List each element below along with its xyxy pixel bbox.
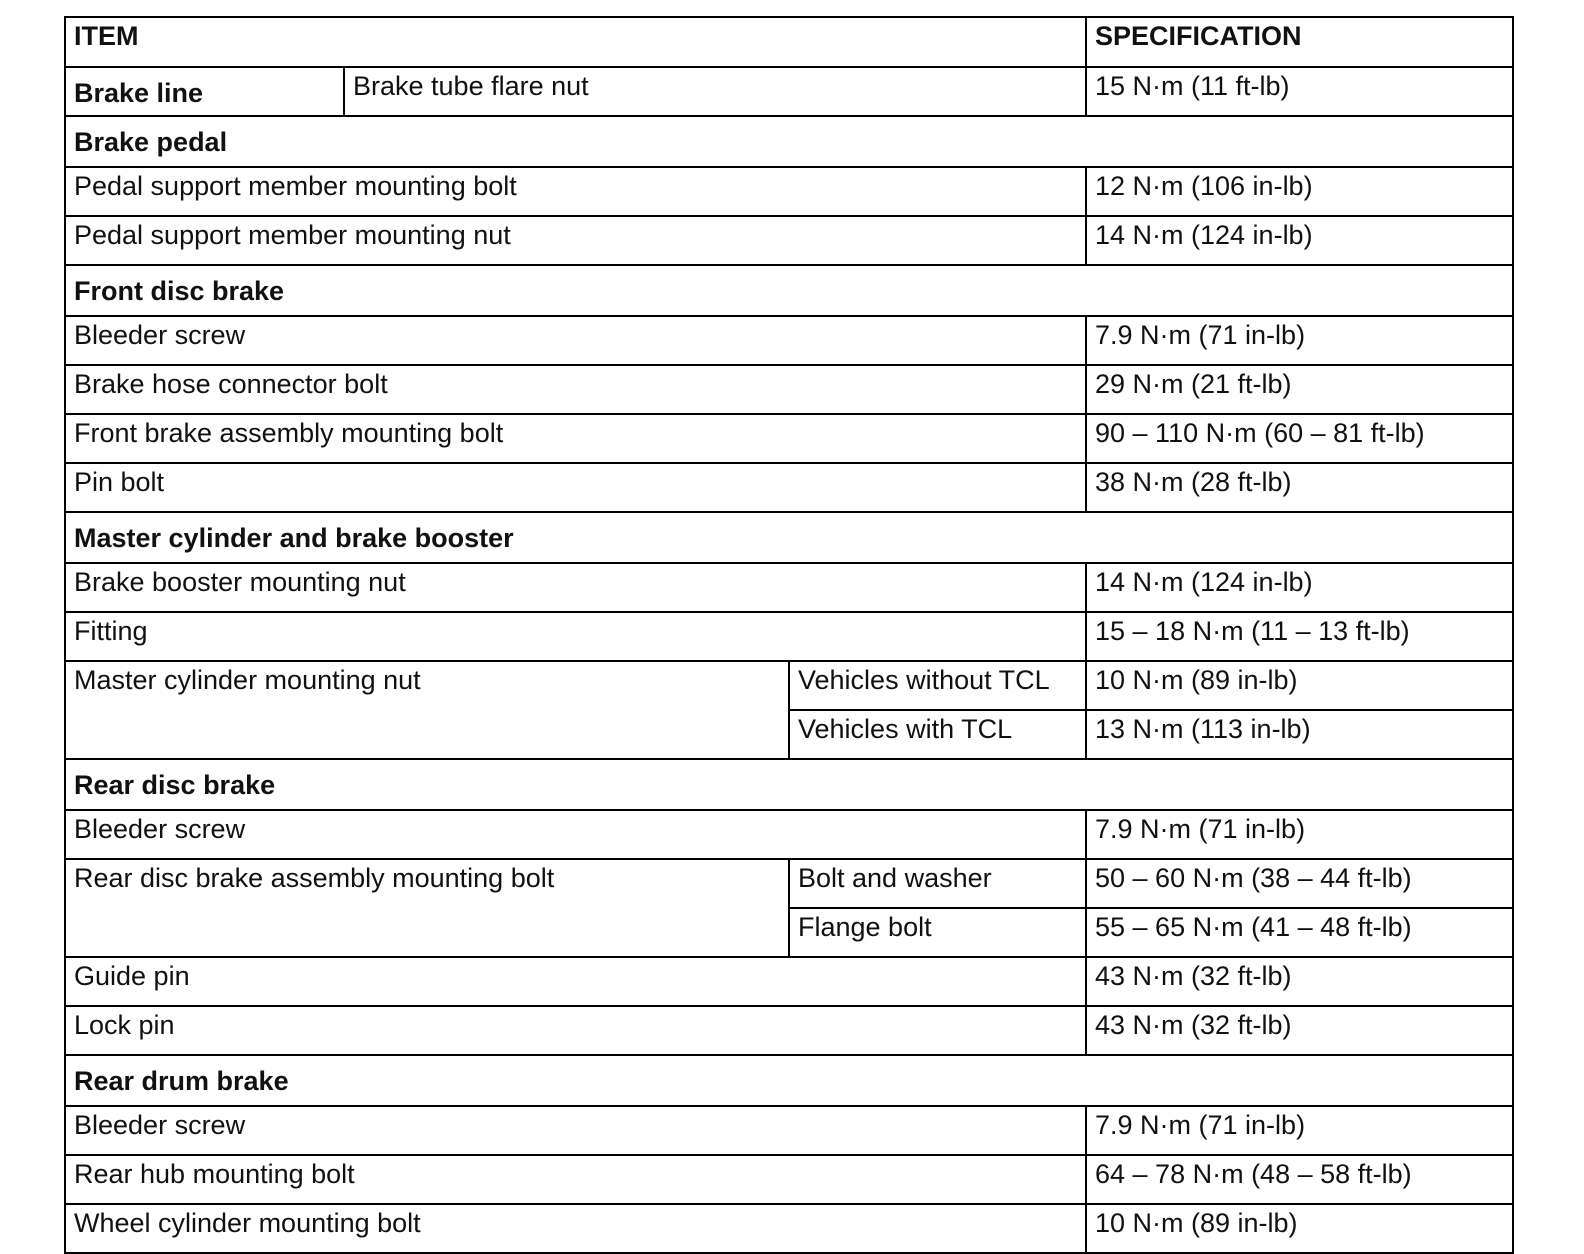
table-row bbox=[65, 859, 1513, 908]
spec-cell: 90 – 110 N·m (60 – 81 ft-lb) bbox=[1086, 414, 1513, 463]
spec-cell: 7.9 N·m (71 in-lb) bbox=[1086, 810, 1513, 859]
spec-cell: 50 – 60 N·m (38 – 44 ft-lb) bbox=[1086, 859, 1513, 908]
table-row bbox=[65, 810, 1513, 859]
spec-cell: 12 N·m (106 in-lb) bbox=[1086, 167, 1513, 216]
item-cell: Rear disc brake assembly mounting bolt bbox=[65, 859, 789, 957]
section-title: Front disc brake bbox=[65, 265, 1513, 316]
spec-cell: 7.9 N·m (71 in-lb) bbox=[1086, 316, 1513, 365]
spec-cell: 7.9 N·m (71 in-lb) bbox=[1086, 1106, 1513, 1155]
spec-cell: 55 – 65 N·m (41 – 48 ft-lb) bbox=[1086, 908, 1513, 957]
specification-column-header: SPECIFICATION bbox=[1086, 17, 1513, 67]
item-cell: Brake booster mounting nut bbox=[65, 563, 1086, 612]
section-title: Brake pedal bbox=[65, 116, 1513, 167]
section-label-brake-line: Brake line bbox=[65, 67, 344, 116]
table-row bbox=[65, 463, 1513, 512]
section-title: Master cylinder and brake booster bbox=[65, 512, 1513, 563]
table-row bbox=[65, 1155, 1513, 1204]
condition-cell: Flange bolt bbox=[789, 908, 1086, 957]
table-row bbox=[65, 216, 1513, 265]
spec-cell: 38 N·m (28 ft-lb) bbox=[1086, 463, 1513, 512]
item-cell: Wheel cylinder mounting bolt bbox=[65, 1204, 1086, 1253]
spec-cell: 15 – 18 N·m (11 – 13 ft-lb) bbox=[1086, 612, 1513, 661]
table-row bbox=[65, 612, 1513, 661]
condition-cell: Vehicles with TCL bbox=[789, 710, 1086, 759]
table-row bbox=[65, 167, 1513, 216]
table-row bbox=[65, 1204, 1513, 1253]
table-row bbox=[65, 563, 1513, 612]
item-cell: Pin bolt bbox=[65, 463, 1086, 512]
condition-cell: Vehicles without TCL bbox=[789, 661, 1086, 710]
spec-cell: 14 N·m (124 in-lb) bbox=[1086, 563, 1513, 612]
table-row bbox=[65, 67, 1513, 116]
item-cell: Master cylinder mounting nut bbox=[65, 661, 789, 759]
header-row bbox=[65, 17, 1513, 67]
spec-cell: 13 N·m (113 in-lb) bbox=[1086, 710, 1513, 759]
section-title: Rear disc brake bbox=[65, 759, 1513, 810]
item-cell: Rear hub mounting bolt bbox=[65, 1155, 1086, 1204]
section-title: Rear drum brake bbox=[65, 1055, 1513, 1106]
table-row bbox=[65, 957, 1513, 1006]
section-row bbox=[65, 512, 1513, 563]
item-cell: Fitting bbox=[65, 612, 1086, 661]
spec-cell: 43 N·m (32 ft-lb) bbox=[1086, 957, 1513, 1006]
spec-cell: 10 N·m (89 in-lb) bbox=[1086, 661, 1513, 710]
table-row bbox=[65, 414, 1513, 463]
item-cell: Guide pin bbox=[65, 957, 1086, 1006]
spec-cell: 64 – 78 N·m (48 – 58 ft-lb) bbox=[1086, 1155, 1513, 1204]
table-row bbox=[65, 365, 1513, 414]
spec-cell: 43 N·m (32 ft-lb) bbox=[1086, 1006, 1513, 1055]
table-row bbox=[65, 661, 1513, 710]
spec-cell: 10 N·m (89 in-lb) bbox=[1086, 1204, 1513, 1253]
item-cell: Pedal support member mounting bolt bbox=[65, 167, 1086, 216]
section-row bbox=[65, 1055, 1513, 1106]
section-row bbox=[65, 759, 1513, 810]
item-cell: Brake tube flare nut bbox=[344, 67, 1086, 116]
item-cell: Bleeder screw bbox=[65, 316, 1086, 365]
item-cell: Pedal support member mounting nut bbox=[65, 216, 1086, 265]
section-row bbox=[65, 116, 1513, 167]
item-cell: Bleeder screw bbox=[65, 810, 1086, 859]
section-row bbox=[65, 265, 1513, 316]
condition-cell: Bolt and washer bbox=[789, 859, 1086, 908]
spec-cell: 15 N·m (11 ft-lb) bbox=[1086, 67, 1513, 116]
spec-cell: 14 N·m (124 in-lb) bbox=[1086, 216, 1513, 265]
item-cell: Bleeder screw bbox=[65, 1106, 1086, 1155]
item-cell: Brake hose connector bolt bbox=[65, 365, 1086, 414]
table-row bbox=[65, 1006, 1513, 1055]
item-cell: Front brake assembly mounting bolt bbox=[65, 414, 1086, 463]
table-row bbox=[65, 316, 1513, 365]
table-row bbox=[65, 1106, 1513, 1155]
torque-spec-table bbox=[64, 16, 1514, 1254]
spec-cell: 29 N·m (21 ft-lb) bbox=[1086, 365, 1513, 414]
item-column-header: ITEM bbox=[65, 17, 1086, 67]
item-cell: Lock pin bbox=[65, 1006, 1086, 1055]
